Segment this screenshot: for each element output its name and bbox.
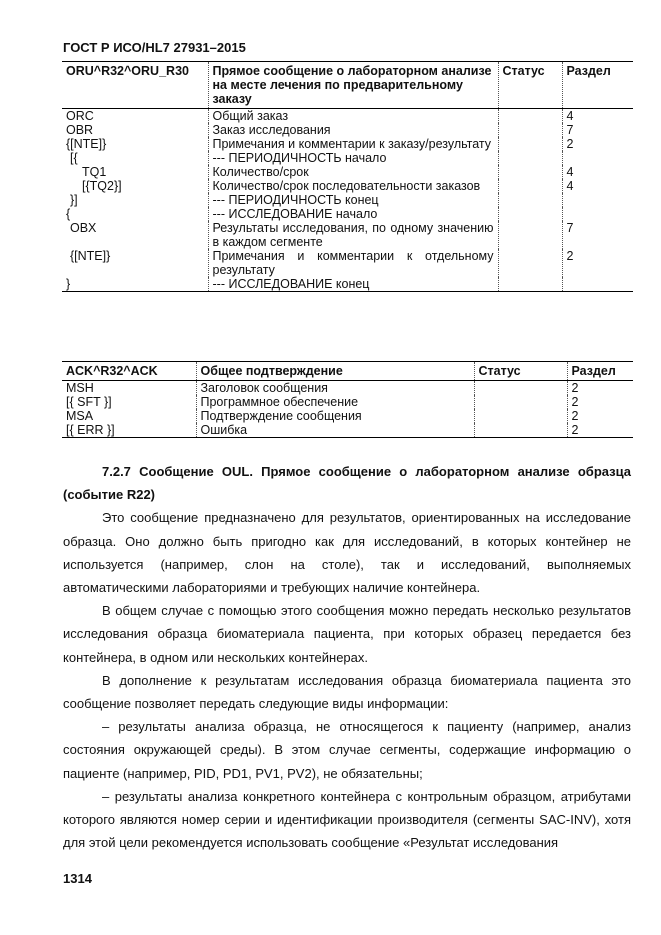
table-row	[62, 277, 633, 292]
status-cell	[474, 395, 567, 409]
status-cell	[498, 193, 562, 207]
table-header-row	[62, 62, 633, 109]
segment-cell: OBR	[66, 123, 94, 137]
col-description: Прямое сообщение о лабораторном анализе на месте лечения по предварительному заказу	[208, 62, 498, 109]
table-row	[62, 137, 633, 151]
section-heading: 7.2.7 Сообщение OUL. Прямое сообщение о лабораторном анализе образца (событие R22)	[63, 464, 631, 503]
description-cell: --- ПЕРИОДИЧНОСТЬ конец	[208, 193, 498, 207]
table-row	[62, 395, 633, 409]
segment-cell: ORC	[66, 109, 94, 123]
description-cell: Количество/срок последовательности заказов	[208, 179, 498, 193]
table-row	[62, 165, 633, 179]
col-section: Раздел	[567, 362, 633, 381]
section-cell: 2	[567, 381, 633, 396]
section-cell: 4	[562, 179, 633, 193]
paragraph: В общем случае с помощью этого сообщения можно передать несколько результатов исследования образца биоматериала пациента, при которых образец передается без контейнера, в одном или нескольких контейнерах.	[63, 603, 631, 665]
section-cell: 2	[567, 395, 633, 409]
description-cell: Результаты исследования, по одному значению в каждом сегменте	[208, 221, 498, 249]
description-cell: Примечания и комментарии к заказу/результату	[208, 137, 498, 151]
section-cell: 7	[562, 221, 633, 249]
section-cell: 4	[562, 109, 633, 124]
segment-cell: }]	[70, 193, 78, 207]
segment-table-oru	[62, 61, 633, 292]
status-cell	[474, 409, 567, 423]
table-row	[62, 409, 633, 423]
page-number: 1314	[63, 871, 92, 886]
table-row	[62, 221, 633, 249]
segment-table-ack	[62, 361, 633, 438]
document-header: ГОСТ Р ИСО/HL7 27931–2015	[63, 40, 246, 55]
segment-cell: }	[66, 277, 71, 291]
status-cell	[474, 423, 567, 438]
status-cell	[498, 249, 562, 277]
status-cell	[498, 179, 562, 193]
section-cell	[562, 151, 633, 165]
section-cell: 2	[567, 423, 633, 438]
section-cell	[562, 277, 633, 292]
status-cell	[498, 165, 562, 179]
description-cell: --- ИССЛЕДОВАНИЕ начало	[208, 207, 498, 221]
status-cell	[474, 381, 567, 396]
segment-cell: [{ SFT }]	[66, 395, 112, 409]
segment-cell: [{ ERR }]	[66, 423, 115, 437]
col-segment: ORU^R32^ORU_R30	[62, 62, 208, 109]
table-row	[62, 109, 633, 124]
status-cell	[498, 207, 562, 221]
list-item: – результаты анализа конкретного контейнера с контрольным образцом, атрибутами которого являются номер серии и идентификации производителя (сегменты SAC-INV), хотя для этой цели рекомендуется использовать сообщение «Результат исследования	[63, 788, 631, 851]
status-cell	[498, 137, 562, 151]
table-header-row	[62, 362, 633, 381]
section-cell: 2	[562, 249, 633, 277]
table-row	[62, 151, 633, 165]
section-cell: 2	[562, 137, 633, 151]
segment-cell: MSA	[66, 409, 94, 423]
description-cell: Программное обеспечение	[196, 395, 474, 409]
paragraph: В дополнение к результатам исследования образца биоматериала пациента это сообщение позволяет передать следующие виды информации:	[63, 672, 631, 712]
section-cell	[562, 193, 633, 207]
description-cell: Ошибка	[196, 423, 474, 438]
section-cell: 4	[562, 165, 633, 179]
status-cell	[498, 221, 562, 249]
col-segment: ACK^R32^ACK	[62, 362, 196, 381]
section-cell: 7	[562, 123, 633, 137]
list-item: – результаты анализа образца, не относящегося к пациенту (например, анализ состояния окружающей среды). В этом случае сегменты, содержащие информацию о пациенте (например, PID, PD1, PV1, PV2), не обязательны;	[63, 719, 631, 781]
description-cell: Общий заказ	[208, 109, 498, 124]
section-cell: 2	[567, 409, 633, 423]
body-text	[63, 460, 631, 854]
description-cell: Количество/срок	[208, 165, 498, 179]
status-cell	[498, 123, 562, 137]
segment-cell: {[NTE]}	[66, 137, 107, 151]
table-row	[62, 123, 633, 137]
segment-cell: {	[66, 207, 71, 221]
status-cell	[498, 151, 562, 165]
description-cell: Заголовок сообщения	[196, 381, 474, 396]
col-status: Статус	[498, 62, 562, 109]
col-description: Общее подтверждение	[196, 362, 474, 381]
table-row	[62, 193, 633, 207]
col-section: Раздел	[562, 62, 633, 109]
segment-cell: [{	[70, 151, 78, 165]
description-cell: --- ИССЛЕДОВАНИЕ конец	[208, 277, 498, 292]
description-cell: Примечания и комментарии к отдельному результату	[208, 249, 498, 277]
col-status: Статус	[474, 362, 567, 381]
table-row	[62, 423, 633, 438]
description-cell: Заказ исследования	[208, 123, 498, 137]
segment-cell: MSH	[66, 381, 94, 395]
status-cell	[498, 109, 562, 124]
segment-cell: [{TQ2}]	[82, 179, 122, 193]
segment-cell: {[NTE]}	[70, 249, 111, 263]
table-row	[62, 179, 633, 193]
table-row	[62, 381, 633, 396]
section-cell	[562, 207, 633, 221]
segment-cell: TQ1	[82, 165, 107, 179]
table-row	[62, 249, 633, 277]
description-cell: --- ПЕРИОДИЧНОСТЬ начало	[208, 151, 498, 165]
paragraph: Это сообщение предназначено для результатов, ориентированных на исследование образца. Оно должно быть пригодно как для исследований, в которых контейнер не используется (например, слон на столе), так и исследований, выполняемых автоматическими лабораториями и требующих наличие контейнера.	[63, 510, 631, 596]
segment-cell: OBX	[70, 221, 97, 235]
table-row	[62, 207, 633, 221]
status-cell	[498, 277, 562, 292]
description-cell: Подтверждение сообщения	[196, 409, 474, 423]
